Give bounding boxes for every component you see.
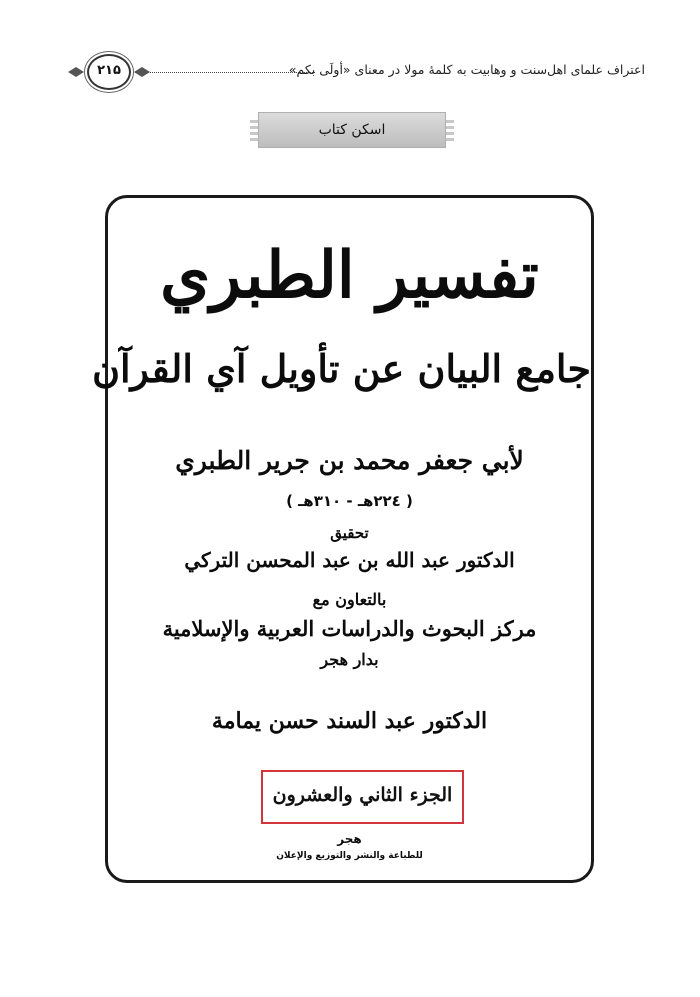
cover-volume: الجزء الثاني والعشرون <box>272 784 453 806</box>
cover-publisher: هجر <box>337 832 362 846</box>
ornament-right-icon <box>134 66 150 78</box>
cover-dates: ( ٢٢٤هـ - ٣١٠هـ ) <box>286 492 413 510</box>
cover-cooperation: بالتعاون مع <box>312 590 387 609</box>
page-header <box>60 52 645 96</box>
volume-highlight-box <box>261 770 464 824</box>
page-number: ۲۱۵ <box>97 63 121 78</box>
scan-book-label: اسکن کتاب <box>258 112 446 148</box>
cover-publisher-sub: للطباعة والنشر والتوزيع والإعلان <box>276 851 423 861</box>
header-dotted-rule <box>135 72 315 73</box>
cover-subtitle: جامع البيان عن تأويل آي القرآن <box>92 346 591 391</box>
cover-second-editor: الدكتور عبد السند حسن يمامة <box>211 708 488 734</box>
ornament-left-icon <box>68 66 84 78</box>
cover-author: لأبي جعفر محمد بن جرير الطبري <box>175 446 524 475</box>
cover-editor: الدكتور عبد الله بن عبد المحسن التركي <box>184 548 515 572</box>
cover-tahqiq-label: تحقيق <box>330 524 369 542</box>
book-cover-scan <box>92 195 594 883</box>
cover-title: تفسير الطبري <box>160 238 539 313</box>
header-title: اعتراف علمای اهل‌سنت و وهابیت به کلمۀ مولا در معنای «أولَی بکم» <box>288 62 645 77</box>
cover-research-center: مركز البحوث والدراسات العربية والإسلامية <box>162 616 537 641</box>
cover-dar: بدار هجر <box>320 650 379 669</box>
page-number-badge <box>87 54 131 90</box>
